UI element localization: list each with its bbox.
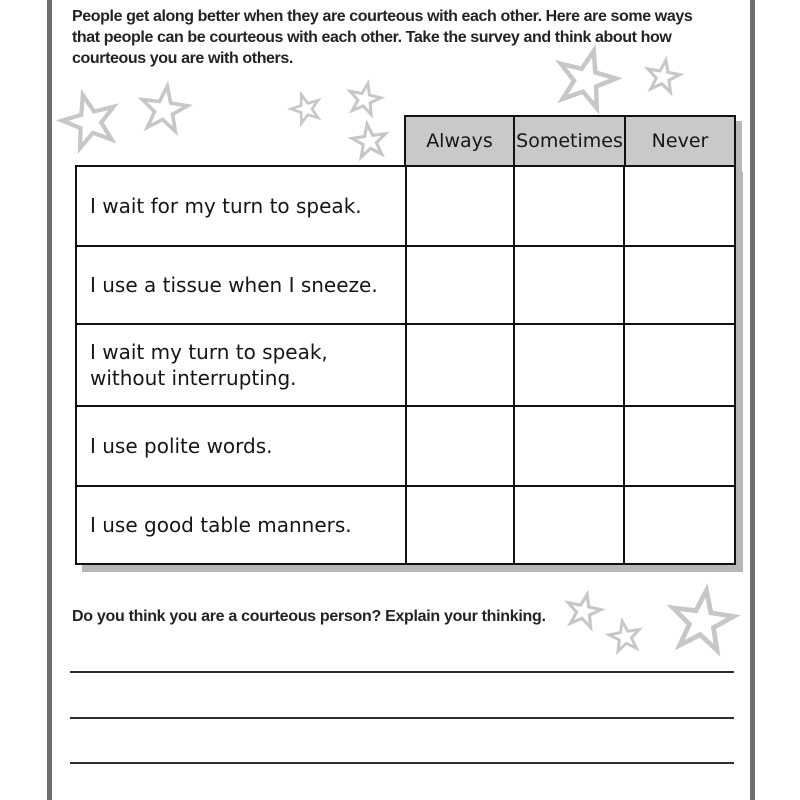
survey-header-row [404, 115, 736, 167]
statement-text: I use polite words. [90, 434, 273, 458]
writing-line-2[interactable] [70, 717, 734, 719]
star-icon [666, 586, 738, 658]
star-icon [606, 618, 643, 655]
answer-cell-2-always[interactable] [407, 247, 515, 325]
statement-cell [77, 407, 407, 487]
answer-cell-4-sometimes[interactable] [515, 407, 625, 487]
answer-cell-3-never[interactable] [625, 325, 734, 407]
answer-cell-2-never[interactable] [625, 247, 734, 325]
column-header-never: Never [624, 117, 734, 165]
answer-cell-1-never[interactable] [625, 167, 734, 247]
star-icon [563, 591, 605, 633]
statement-text: I use good table manners. [90, 513, 352, 537]
star-icon [56, 88, 125, 157]
answer-cell-3-sometimes[interactable] [515, 325, 625, 407]
answer-cell-1-always[interactable] [407, 167, 515, 247]
writing-line-1[interactable] [70, 671, 734, 673]
answer-cell-3-always[interactable] [407, 325, 515, 407]
intro-line: People get along better when they are courteous with each other. Here are some ways [72, 8, 693, 25]
column-header-always: Always [426, 130, 493, 152]
answer-cell-1-sometimes[interactable] [515, 167, 625, 247]
writing-line-3[interactable] [70, 762, 734, 764]
statement-cell [77, 167, 407, 247]
answer-cell-4-always[interactable] [407, 407, 515, 487]
page-edge-right [750, 0, 755, 800]
star-icon [643, 57, 682, 96]
answer-cell-5-always[interactable] [407, 487, 515, 563]
answer-cell-2-sometimes[interactable] [515, 247, 625, 325]
star-icon [345, 80, 384, 119]
answer-cell-5-never[interactable] [625, 487, 734, 563]
statement-text: I use a tissue when I sneeze. [90, 273, 378, 297]
statement-cell [77, 487, 407, 563]
statement-cell [77, 325, 407, 407]
answer-cell-4-never[interactable] [625, 407, 734, 487]
statement-text: I wait my turn to speak, [90, 340, 328, 364]
prompt-text: Do you think you are a courteous person? Explain your thinking. [72, 608, 546, 625]
statement-cell [77, 247, 407, 325]
answer-cell-5-sometimes[interactable] [515, 487, 625, 563]
star-icon [137, 83, 191, 137]
statement-text: I wait for my turn to speak. [90, 194, 362, 218]
intro-line: that people can be courteous with each other. Take the survey and think about how [72, 29, 672, 46]
statement-text: without interrupting. [90, 366, 297, 390]
column-header-sometimes: Sometimes [513, 117, 624, 165]
page-edge-left [47, 0, 52, 800]
survey-table [75, 165, 736, 565]
star-icon [350, 122, 390, 162]
intro-line: courteous you are with others. [72, 50, 293, 67]
star-icon [287, 90, 325, 128]
